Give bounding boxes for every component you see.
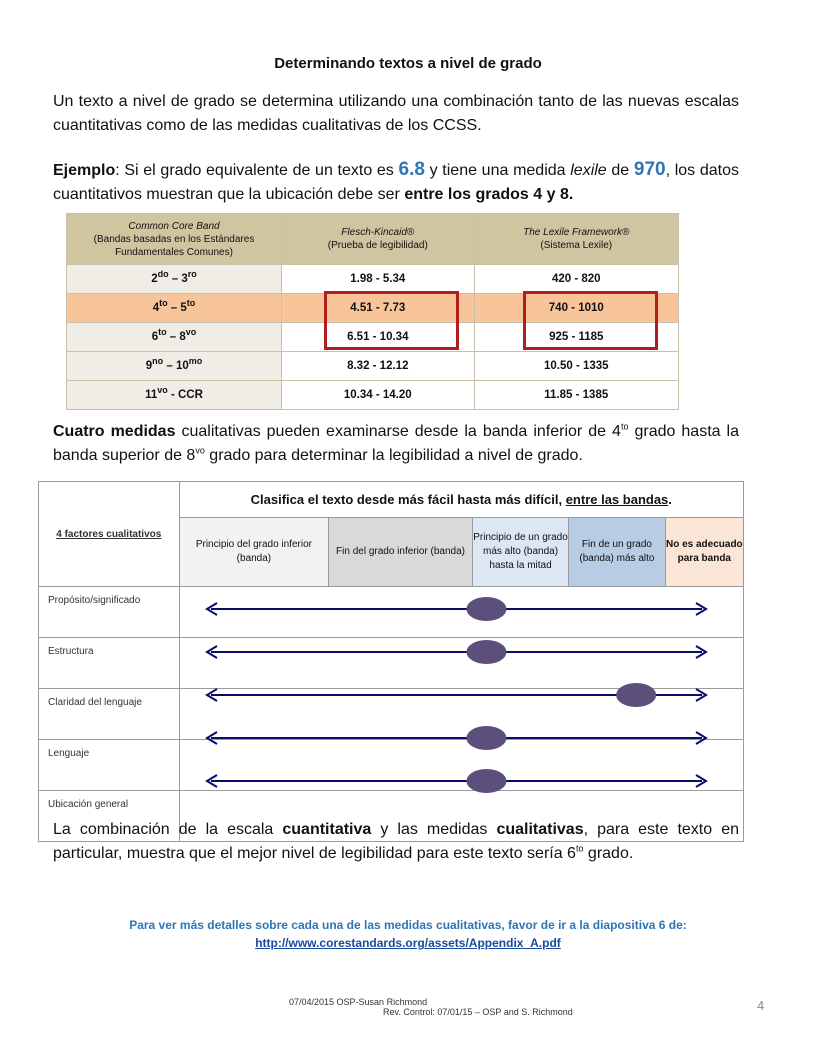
- col-header-not-suitable: No es adecuado para banda: [665, 518, 743, 587]
- scale-arrow: [207, 775, 706, 787]
- fk-cell: 4.51 - 7.73: [282, 294, 475, 323]
- page-number: 4: [757, 998, 765, 1013]
- appendix-link[interactable]: http://www.corestandards.org/assets/Appendix_A.pdf: [255, 936, 561, 950]
- scale-arrow: [207, 732, 706, 744]
- qual-heading: Clasifica el texto desde más fácil hasta más difícil, entre las bandas.: [179, 482, 743, 518]
- header-title: The Lexile Framework®: [523, 227, 630, 238]
- factor-overall-placement: Ubicación general: [39, 791, 180, 842]
- lexile-cell: 10.50 - 1335: [474, 352, 678, 381]
- header-title: Common Core Band: [128, 220, 220, 232]
- rating-marker: [466, 597, 506, 621]
- col-header-start-higher: Principio de un grado más alto (banda) hasta la mitad: [472, 518, 568, 587]
- rating-marker: [466, 640, 506, 664]
- footer-revision: Rev. Control: 07/01/15 – OSP and S. Richmond: [383, 1007, 573, 1017]
- band-cell: $6^{to} - 8^{vo}$: [67, 323, 282, 352]
- lexile-cell: 740 - 1010: [474, 294, 678, 323]
- lexile-value: 970: [633, 159, 666, 180]
- lexile-word: lexile: [570, 162, 607, 179]
- band-cell: $2^{do} - 3^{ro}$: [67, 265, 282, 294]
- example-text: y tiene una medida: [424, 162, 571, 179]
- lexile-cell: 420 - 820: [474, 265, 678, 294]
- factor-structure: Estructura: [39, 638, 180, 689]
- example-text: de: [606, 162, 634, 179]
- fk-cell: 1.98 - 5.34: [282, 265, 475, 294]
- factor-purpose: Propósito/significado: [39, 587, 180, 638]
- factor-language-clarity: Claridad del lenguaje: [39, 689, 180, 740]
- intro-paragraph: Un texto a nivel de grado se determina utilizando una combinación tanto de las nuevas escalas cuantitativas como de las medidas cualitativas de los CCSS.: [53, 93, 739, 134]
- header-subtitle: (Prueba de legibilidad): [327, 240, 428, 251]
- fk-cell: 10.34 - 14.20: [282, 381, 475, 410]
- rating-marker: [466, 769, 506, 793]
- grade-value: 6.8: [398, 159, 425, 180]
- qualitative-intro: Cuatro medidas cualitativas pueden examinarse desde la banda inferior de $4^{to}$ grado hasta la banda superior de $8^{vo}$ grado para determinar la legibilidad a nivel de grado.: [53, 421, 739, 464]
- header-subtitle: (Sistema Lexile): [540, 240, 613, 251]
- col-header-end-lower: Fin del grado inferior (banda): [329, 518, 473, 587]
- band-cell: $4^{to} - 5^{to}$: [67, 294, 282, 323]
- band-cell: $9^{no} - 10^{mo}$: [67, 352, 282, 381]
- lexile-cell: 11.85 - 1385: [474, 381, 678, 410]
- footer-date: 07/04/2015 OSP-Susan Richmond: [289, 997, 428, 1007]
- rating-marker: [616, 683, 656, 707]
- header-subtitle: (Bandas basadas en los Estándares Fundamentales Comunes): [93, 233, 255, 258]
- page-title: Determinando textos a nivel de grado: [274, 55, 542, 72]
- factor-language: Lenguaje: [39, 740, 180, 791]
- example-text: , los datos cuantitativos muestran que la ubicación debe ser: [53, 162, 740, 203]
- scale-arrow: [207, 603, 706, 615]
- lexile-cell: 925 - 1185: [474, 323, 678, 352]
- col-header-end-higher: Fin de un grado (banda) más alto: [569, 518, 665, 587]
- header-title: Flesch-Kincaid®: [341, 227, 415, 238]
- conclusion-paragraph: La combinación de la escala cuantitativa y las medidas cualitativas, para este texto en particular, muestra que el mejor nivel de legibilidad para este texto sería $6^{to}$ grado.: [53, 821, 739, 862]
- rating-marker: [466, 726, 506, 750]
- fk-cell: 6.51 - 10.34: [282, 323, 475, 352]
- footer-note: Para ver más detalles sobre cada una de las medidas cualitativas, favor de ir a la diapositiva 6 de:: [129, 918, 687, 932]
- qual-intro-bold: Cuatro medidas: [53, 423, 176, 440]
- example-label: Ejemplo: [53, 162, 116, 179]
- example-text: : Si el grado equivalente de un texto es: [115, 162, 399, 179]
- fk-cell: 8.32 - 12.12: [282, 352, 475, 381]
- scale-arrow: [207, 646, 706, 658]
- col-header-start-lower: Principio del grado inferior (banda): [179, 518, 329, 587]
- qual-corner-label: 4 factores cualitativos: [39, 482, 180, 587]
- band-cell: $11^{vo}$ - CCR: [67, 381, 282, 410]
- grade-range-text: entre los grados 4 y 8.: [404, 186, 574, 203]
